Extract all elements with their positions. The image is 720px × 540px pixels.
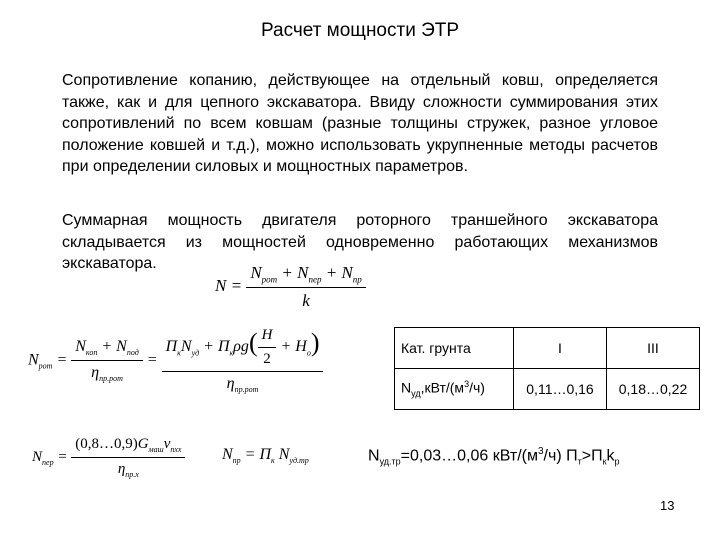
formula-total-power: N = $\frac{N_{рот} + N_{пер} + N_{пр}}{k}$	[215, 263, 366, 311]
table-header-category: Кат. грунта	[395, 328, 514, 369]
page-number: 13	[660, 498, 675, 513]
formula-travel-power: $N_{пер}$ = $\frac{(0,8\dots 0,9)G_{маш}v_{пхх}}{\eta_{пр.х}}$	[32, 436, 185, 479]
table-header-cat-1: I	[514, 328, 607, 369]
table-header-cat-3: III	[607, 328, 700, 369]
paragraph-total-power: Суммарная мощность двигателя роторного траншейного экскаватора складывается из мощностей одновременно работающих механизмов экскаватора.	[62, 212, 658, 272]
formula-rotor-power: $N_{рот}$ = $\frac{N_{коп} + N_{под}}{\eta_{пр.рот}}$ = $П_кN_{уд} + П_к\rho g$( $\frac{H}{2}$ + $H_о$) $\eta_{пр.рот}$	[28, 327, 323, 394]
table-cell-cat-1: 0,11…0,16	[514, 369, 607, 410]
table-cell-cat-3: 0,18…0,22	[607, 369, 700, 410]
table-row	[395, 369, 700, 410]
specific-power-note: $N_{уд.тр}=0,03\dots 0,06$ кВт/$(м^3/ч)$ $П_т>П_кk_р$	[368, 446, 620, 467]
slide-title: Расчет мощности ЭТР	[260, 20, 460, 41]
table-row-label: $N_{уд},кВт/(м^3/ч)$	[395, 369, 514, 410]
soil-category-table	[394, 327, 700, 410]
paragraph-resistance: Сопротивление копанию, действующее на отдельный ковш, определяется также, как и для цепного экскаватора. Ввиду сложности суммирования этих сопротивлений по всем ковшам (разные толщины стружек, разное угловое положение ковшей и т.д.), можно использовать укрупненные методы расчетов при определении силовых и мощностных параметров.	[62, 72, 658, 175]
formula-conveyor-power: $N_{пр} = П_к$ $N_{уд.тр}$	[222, 446, 309, 466]
table-row	[395, 328, 700, 369]
